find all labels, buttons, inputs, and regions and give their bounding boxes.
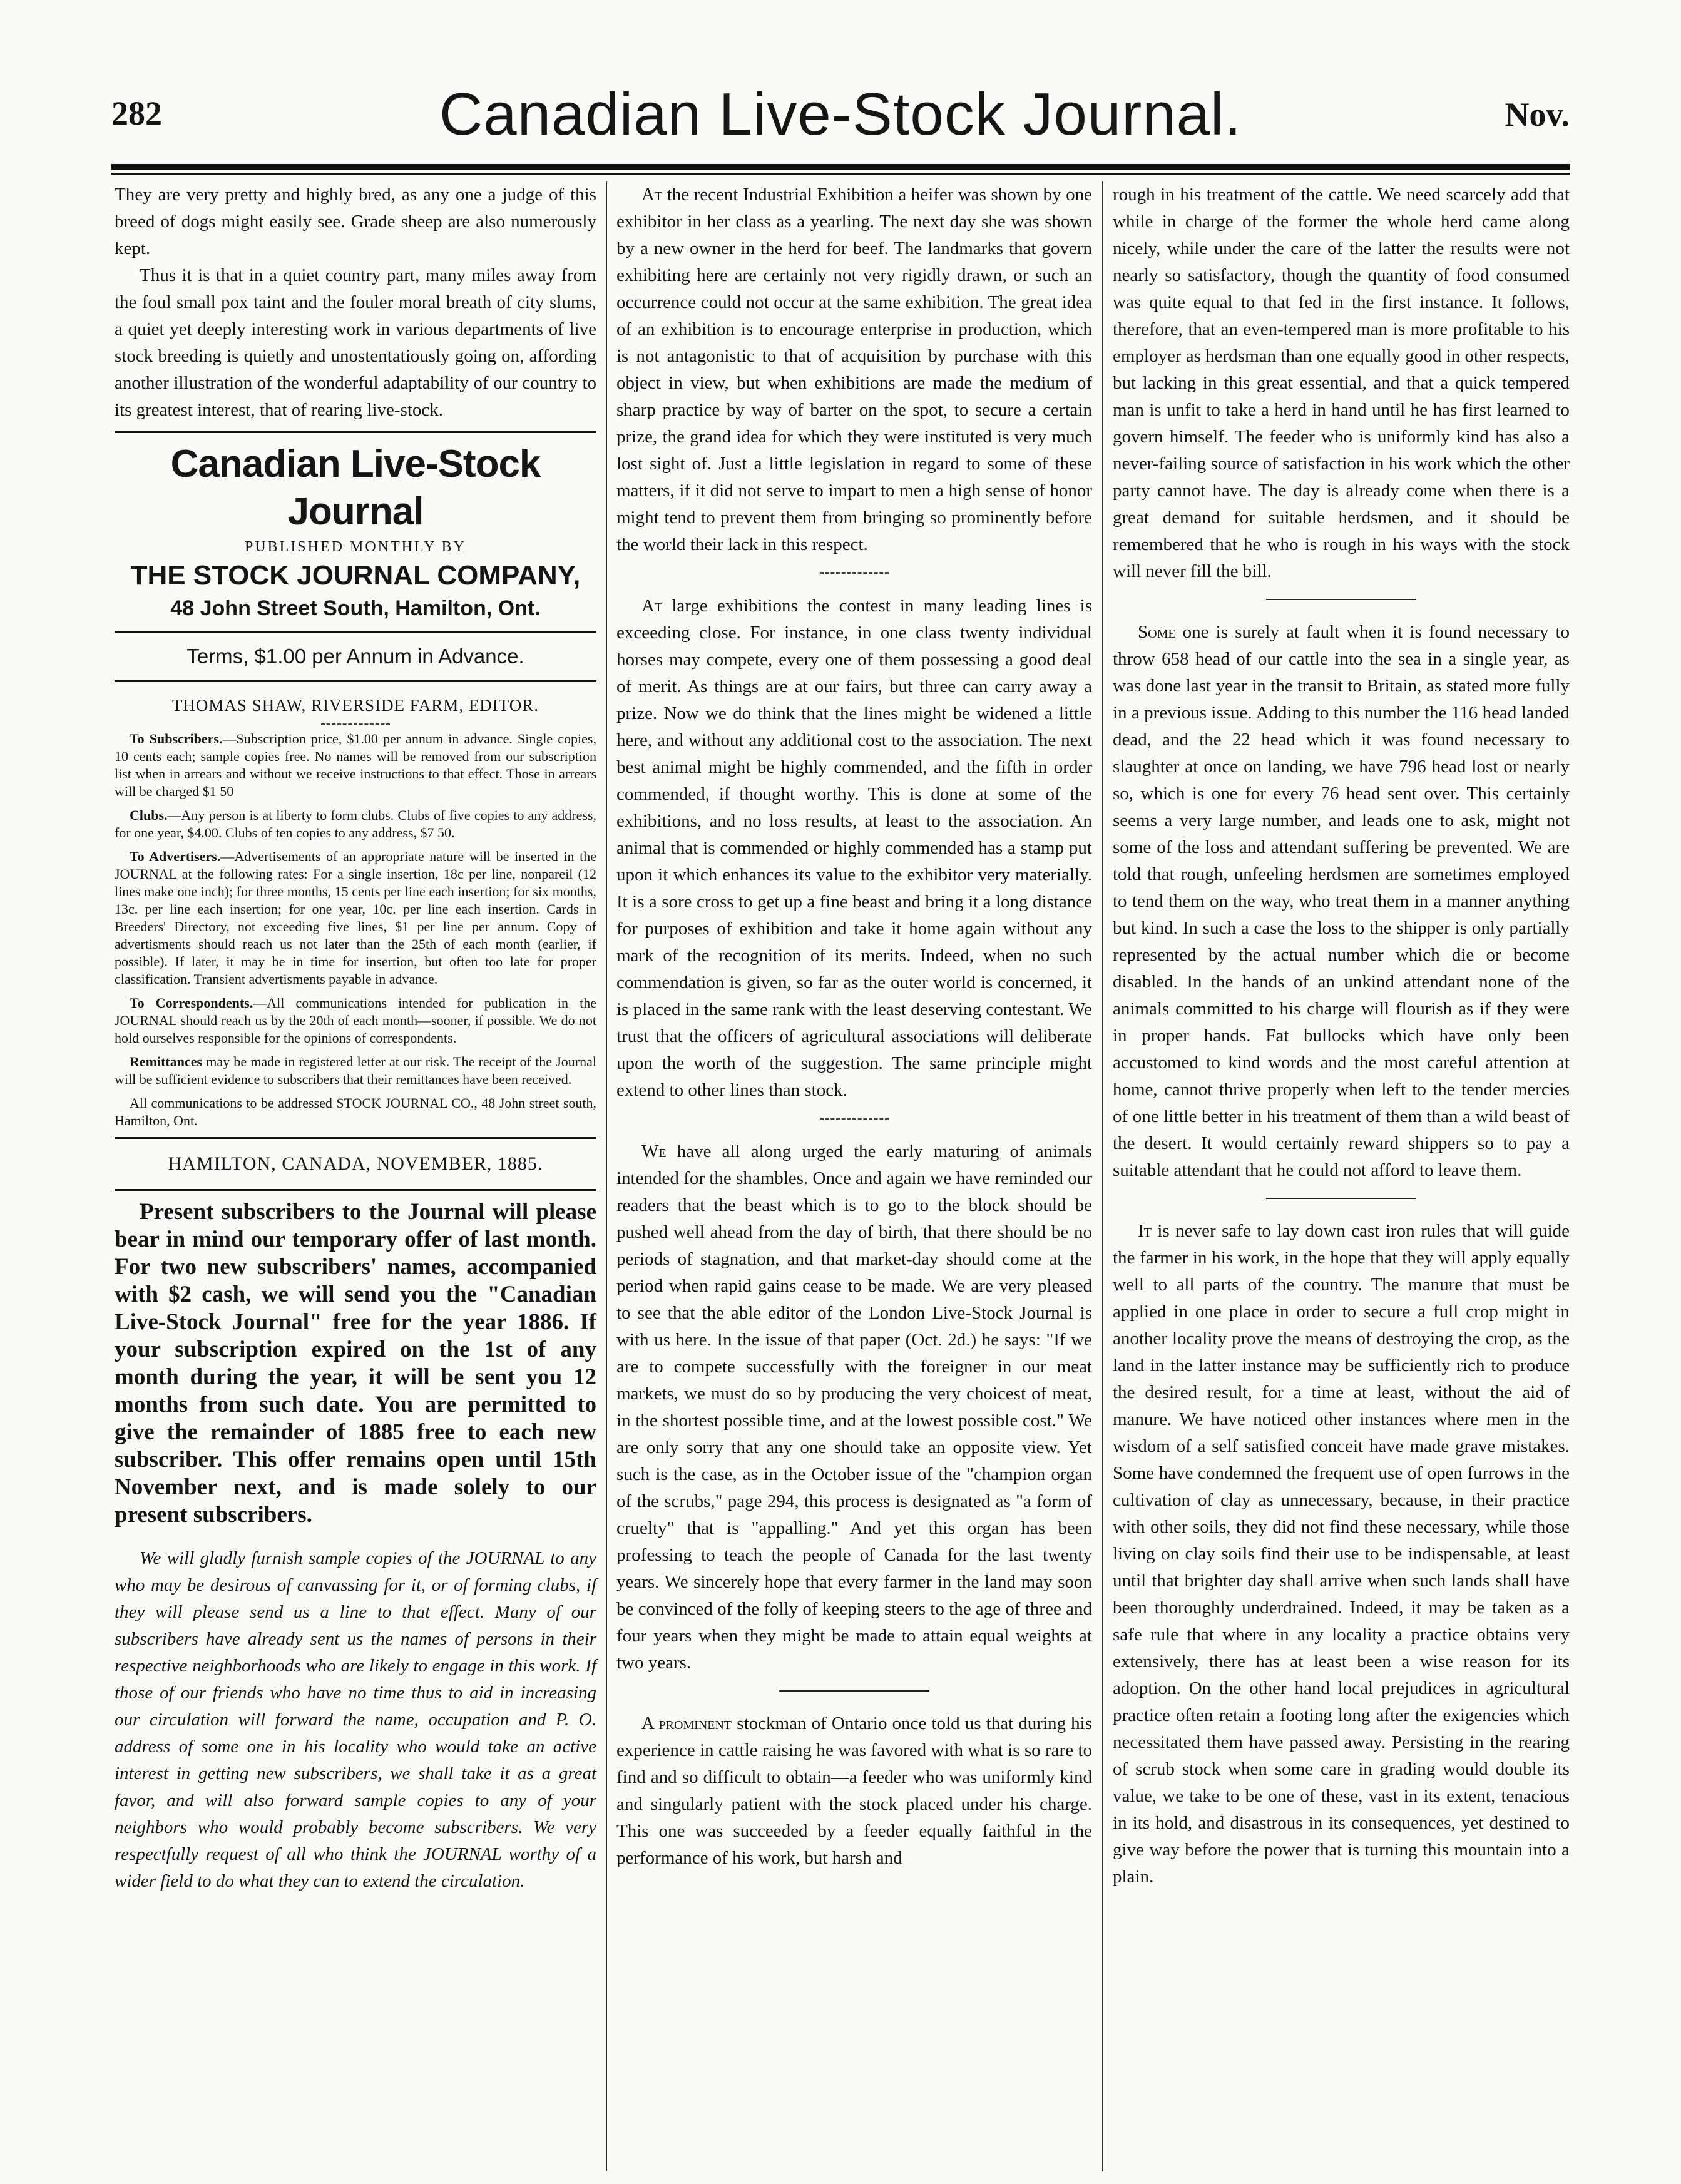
divider [321,723,390,725]
article-large-exhibitions [616,593,1092,1104]
column-3 [1113,181,1570,1891]
article-cattle-transit [1113,619,1570,1184]
note [115,994,596,1047]
note-head: Remittances [130,1054,203,1069]
article-stockman-continued: rough in his treatment of the cattle. We need scarcely add that while in charge of the former the whole herd came along nicely, while under the care of the latter the results were not nearly so satisfactory, though the quantity of food consumed was quite equal to that fed in the first instance. It follows, therefore, that an even-tempered man is more profitable to his employer as herdsman than one equally good in other respects, but lacking in this great essential, and that a quick tempered man is unfit to take a herd in hand until he has first learned to govern himself. The feeder who is uniformly kind has also a never-failing source of satisfaction in his work which the other party cannot have. The day is already come when there is a great demand for suitable herdsmen, and it should be remembered that he who is rough in his ways with the stock will never fill the bill. [1113,185,1570,581]
note [115,730,596,800]
lead-word: At [641,596,663,616]
divider [1266,599,1416,600]
note-head: Clubs. [130,807,168,823]
divider [779,1690,929,1692]
article-text: large exhibitions the contest in many leading lines is exceeding close. For instance, in one class twenty individual horses may compete, every one of them possessing a good deal of merit. As things are at our fairs, but three can carry away a prize. Now we do think that the lines might be widened a little here, and without any additional cost to the association. The next best animal might be highly commended, and the fifth in order commended, if thought worthy. This is done at some of the exhibitions, and no loss results, at least to the association. An animal that is commended or highly commended has a stamp put upon it which enhances its value to the exhibitor very materially. It is a sore cross to get up a fine beast and bring it a long distance for purposes of exhibition and take it home again without any mark of the recognition of its merits. Indeed, when no such commendation is given, so far as the outer world is concerned, it is placed in the same rank with the least deserving contestant. We trust that the officers of agricultural associations will deliberate upon the worth of the suggestion. The same principle might extend to other lines than stock. [616,596,1092,1100]
note-text: —All communications intended for publication in the JOURNAL should reach us by the 20th of each month—sooner, if possible. We do not hold ourselves responsible for the opinions of correspondents. [115,995,597,1046]
note-text: All communications to be addressed STOCK JOURNAL CO., 48 John street south, Hamilton, Ont. [115,1095,596,1128]
divider [115,1189,596,1191]
article-text: the recent Industrial Exhibition a heifer was shown by one exhibitor in her class as a yearling. The next day she was shown by a new owner in the herd for beef. The landmarks that govern exhibiting here are certainly not very rigidly drawn, or such an occurrence could not occur at the same exhibition. The great idea of an exhibition is to encourage enterprise in production, which is not antagonistic to that of acquisition by purchase with this object in view, but when exhibitions are made the medium of sharp practice by way of barter on the spot, to secure a certain prize, the grand idea for which they were instituted is very much lost sight of. Just a little legislation in regard to some of these matters, if it did not serve to impart to men a high sense of honor might tend to prevent them from bringing so prominently before the world their lack in this respect. [616,185,1092,554]
divider [115,631,596,633]
lead-word: At [641,185,663,205]
article-stockman [616,1710,1092,1872]
divider [115,431,596,433]
lead-word: It [1138,1221,1152,1241]
column-divider [606,181,607,2171]
note-text: —Any person is at liberty to form clubs. Clubs of five copies to any address, for one year, $4.00. Clubs of ten copies to any address, $7 50. [115,807,596,840]
lead-word: Some [1138,622,1176,642]
note-text: —Subscription price, $1.00 per annum in advance. Single copies, 10 cents each; sample copies free. No names will be removed from our subscription list when in arrears and without we receive instructions to that effect. Those in arrears will be charged $1 50 [115,731,596,799]
divider [1266,1198,1416,1199]
note [115,848,596,988]
page-title: Canadian Live-Stock Journal. [439,81,1242,148]
divider [820,572,889,574]
article-text: one is surely at fault when it is found necessary to throw 658 head of our cattle into the sea in a single year, as was done last year in the transit to Britain, as stated more fully in a previous issue. Adding to this number the 116 head landed dead, and the 22 head which it was found necessary to slaughter at once on landing, we have 796 head lost or nearly so, which is one for every 76 head sent over. This certainly seems a very large number, and leads one to ask, might not some of the loss and attendant suffering be prevented. We are told that rough, unfeeling herdsmen are sometimes employed to tend them on the way, who treat them in a manner anything but kind. In such a case the loss to the shipper is only partially represented by the actual number which die or become disabled. In the hands of an unkind attendant none of the animals committed to his charge will flourish as if they were in proper hands. Fat bullocks which have only been accustomed to kind words and the most careful attention at home, cannot thrive properly when left to the tender mercies of one little better in his treatment of them than a wild beast of the desert. It would certainly reward shippers so to pay a suitable attendant that he could not afford to leave them. [1113,622,1570,1180]
note-text: may be made in registered letter at our risk. The receipt of the Journal will be sufficient evidence to subscribers that their remittances have been received. [115,1054,596,1087]
dateline: HAMILTON, CANADA, NOVEMBER, 1885. [168,1153,543,1174]
subscription-offer: Present subscribers to the Journal will please bear in mind our temporary offer of last month. For two new subscribers' names, accompanied with $2 cash, we will send you the "Canadian Live-Stock Journal" free for the year 1886. If your subscription expired on the 1st of any month during the year, it will be sent you 12 months from such date. You are permitted to give the remainder of 1885 free to each new subscriber. This offer remains open until 15th November next, and is made solely to our present subscribers. [115,1199,596,1528]
divider [115,680,596,682]
column-divider [1102,181,1103,2171]
note [115,1053,596,1088]
masthead-title: Canadian Live-Stock Journal [170,442,541,533]
article-cast-iron-rules [1113,1218,1570,1891]
lead-word: A prominent [641,1713,732,1733]
page-number: 282 [111,94,162,132]
note-head: To Correspondents. [130,995,253,1011]
canvass-notice: We will gladly furnish sample copies of the JOURNAL to any who may be desirous of canvassing for it, or of forming clubs, if they will please send us a line to that effect. Many of our subscribers have already sent us the names of persons in their respective neighborhoods who are likely to engage in this work. If those of our friends who have no time thus to aid in increasing our circulation will forward the name, occupation and P. O. address of some one in his locality who would take an active interest in getting new subscribers, we shall take it as a great favor, and will also forward sample copies to any of your neighbors who would probably become subscribers. We very respectfully request of all who think the JOURNAL worthy of a wider field to do what they can to extend the circulation. [115,1548,596,1891]
column-2 [616,181,1092,1872]
masthead-address: 48 John Street South, Hamilton, Ont. [170,596,541,620]
article-text: have all along urged the early maturing of animals intended for the shambles. Once and again we have reminded our readers that the beast which is to go to the block should be pushed well ahead from the day of birth, that there should be no periods of stagnation, and that market-day should come at the period when rapid gains cease to be made. We are very pleased to see that the able editor of the London Live-Stock Journal is with us here. In the issue of that paper (Oct. 2d.) he says: "If we are to compete successfully with the foreigner in our meat markets, we must do so by producing the very choicest of meat, in the shortest possible time, and at the lowest possible cost." We are only sorry that any one should take an opposite view. Yet such is the case, as in the October issue of the "champion organ of the scrubs," page 294, this process is designated as "a form of cruelty" that is "appalling." And yet this organ has been professing to teach the people of Canada for the last twenty years. We sincerely hope that every farmer in the land may soon be convinced of the folly of keeping steers to the age of three and four years when they might be made to attain equal weights at two years. [616,1141,1092,1673]
publisher-notes [115,730,596,1130]
issue-month: Nov. [1505,96,1570,133]
article-early-maturing [616,1138,1092,1676]
header-rule-thin [111,173,1570,175]
masthead-company: THE STOCK JOURNAL COMPANY, [130,560,581,591]
masthead-editor: THOMAS SHAW, RIVERSIDE FARM, EDITOR. [171,696,539,715]
header-rule-thick [111,164,1570,170]
paragraph: They are very pretty and highly bred, as any one a judge of this breed of dogs might easily see. Grade sheep are also numerously kept. [115,185,596,258]
note [115,807,596,842]
note [115,1095,596,1130]
lead-word: We [641,1141,667,1161]
masthead-box [115,441,596,721]
article-exhibition-heifer [616,181,1092,558]
article-text: is never safe to lay down cast iron rules that will guide the farmer in his work, in the hope that they will apply equally well to all parts of the country. The manure that must be applied in one place in order to secure a full crop might in another locality prove the means of destroying the crop, as the land in the latter instance may be sufficiently rich to produce the desired result, for a time at least, without the aid of manure. We have noticed other instances where men in the wisdom of a self satisfied conceit have made grave mistakes. Some have condemned the frequent use of open furrows in the cultivation of clay as unnecessary, because, in their practice with other soils, they did not find these necessary, while those living on clay soils find their use to be indispensable, at least until that brighter day shall arrive when such lands shall have been thoroughly underdrained. Indeed, it may be taken as a safe rule that where in any locality a practice obtains very extensively, there has at least been a wise reason for its adoption. On the other hand local prejudices in agricultural practice often retain a footing long after the exigencies which necessitated them have passed away. Persisting in the rearing of scrub stock when some care in grading would double its value, we take to be one of these, vast in its extent, tenacious in its hold, and disastrous in its consequences, yet destined to give way before the power that is turning this mountain into a plain. [1113,1221,1570,1887]
divider [820,1118,889,1120]
note-head: To Subscribers. [130,731,223,747]
note-head: To Advertisers. [130,849,221,864]
note-text: —Advertisements of an appropriate nature will be inserted in the JOURNAL at the following rates: For a single insertion, 18c per line, nonpareil (12 lines make one inch); for three months, 15 cents per line each insertion; for six months, 13c. per line each insertion; for one year, 10c. per line each insertion. Cards in Breeders' Directory, not exceeding five lines, $1 per line per annum. Copy of advertisments should reach us not later than the 25th of each month (earlier, if possible). If later, it may be in time for insertion, but often too late for proper classification. Transient advertisments payable in advance. [115,849,596,987]
masthead-terms: Terms, $1.00 per Annum in Advance. [186,645,524,668]
article-text: stockman of Ontario once told us that during his experience in cattle raising he was favored with what is so rare to find and so difficult to obtain—a feeder who was uniformly kind and singularly patient with the stock placed under his charge. This one was succeeded by a feeder equally faithful in the performance of his work, but harsh and [616,1713,1092,1868]
masthead-published: PUBLISHED MONTHLY BY [244,539,467,555]
divider [115,1137,596,1139]
paragraph: Thus it is that in a quiet country part, many miles away from the foul small pox taint and the fouler moral breath of city slums, a quiet yet deeply interesting work in various departments of live stock breeding is quietly and unostentatiously going on, affording another illustration of the wonderful adaptability of our country to its greatest interest, that of rearing live-stock. [115,265,596,420]
column-1 [115,181,596,1895]
